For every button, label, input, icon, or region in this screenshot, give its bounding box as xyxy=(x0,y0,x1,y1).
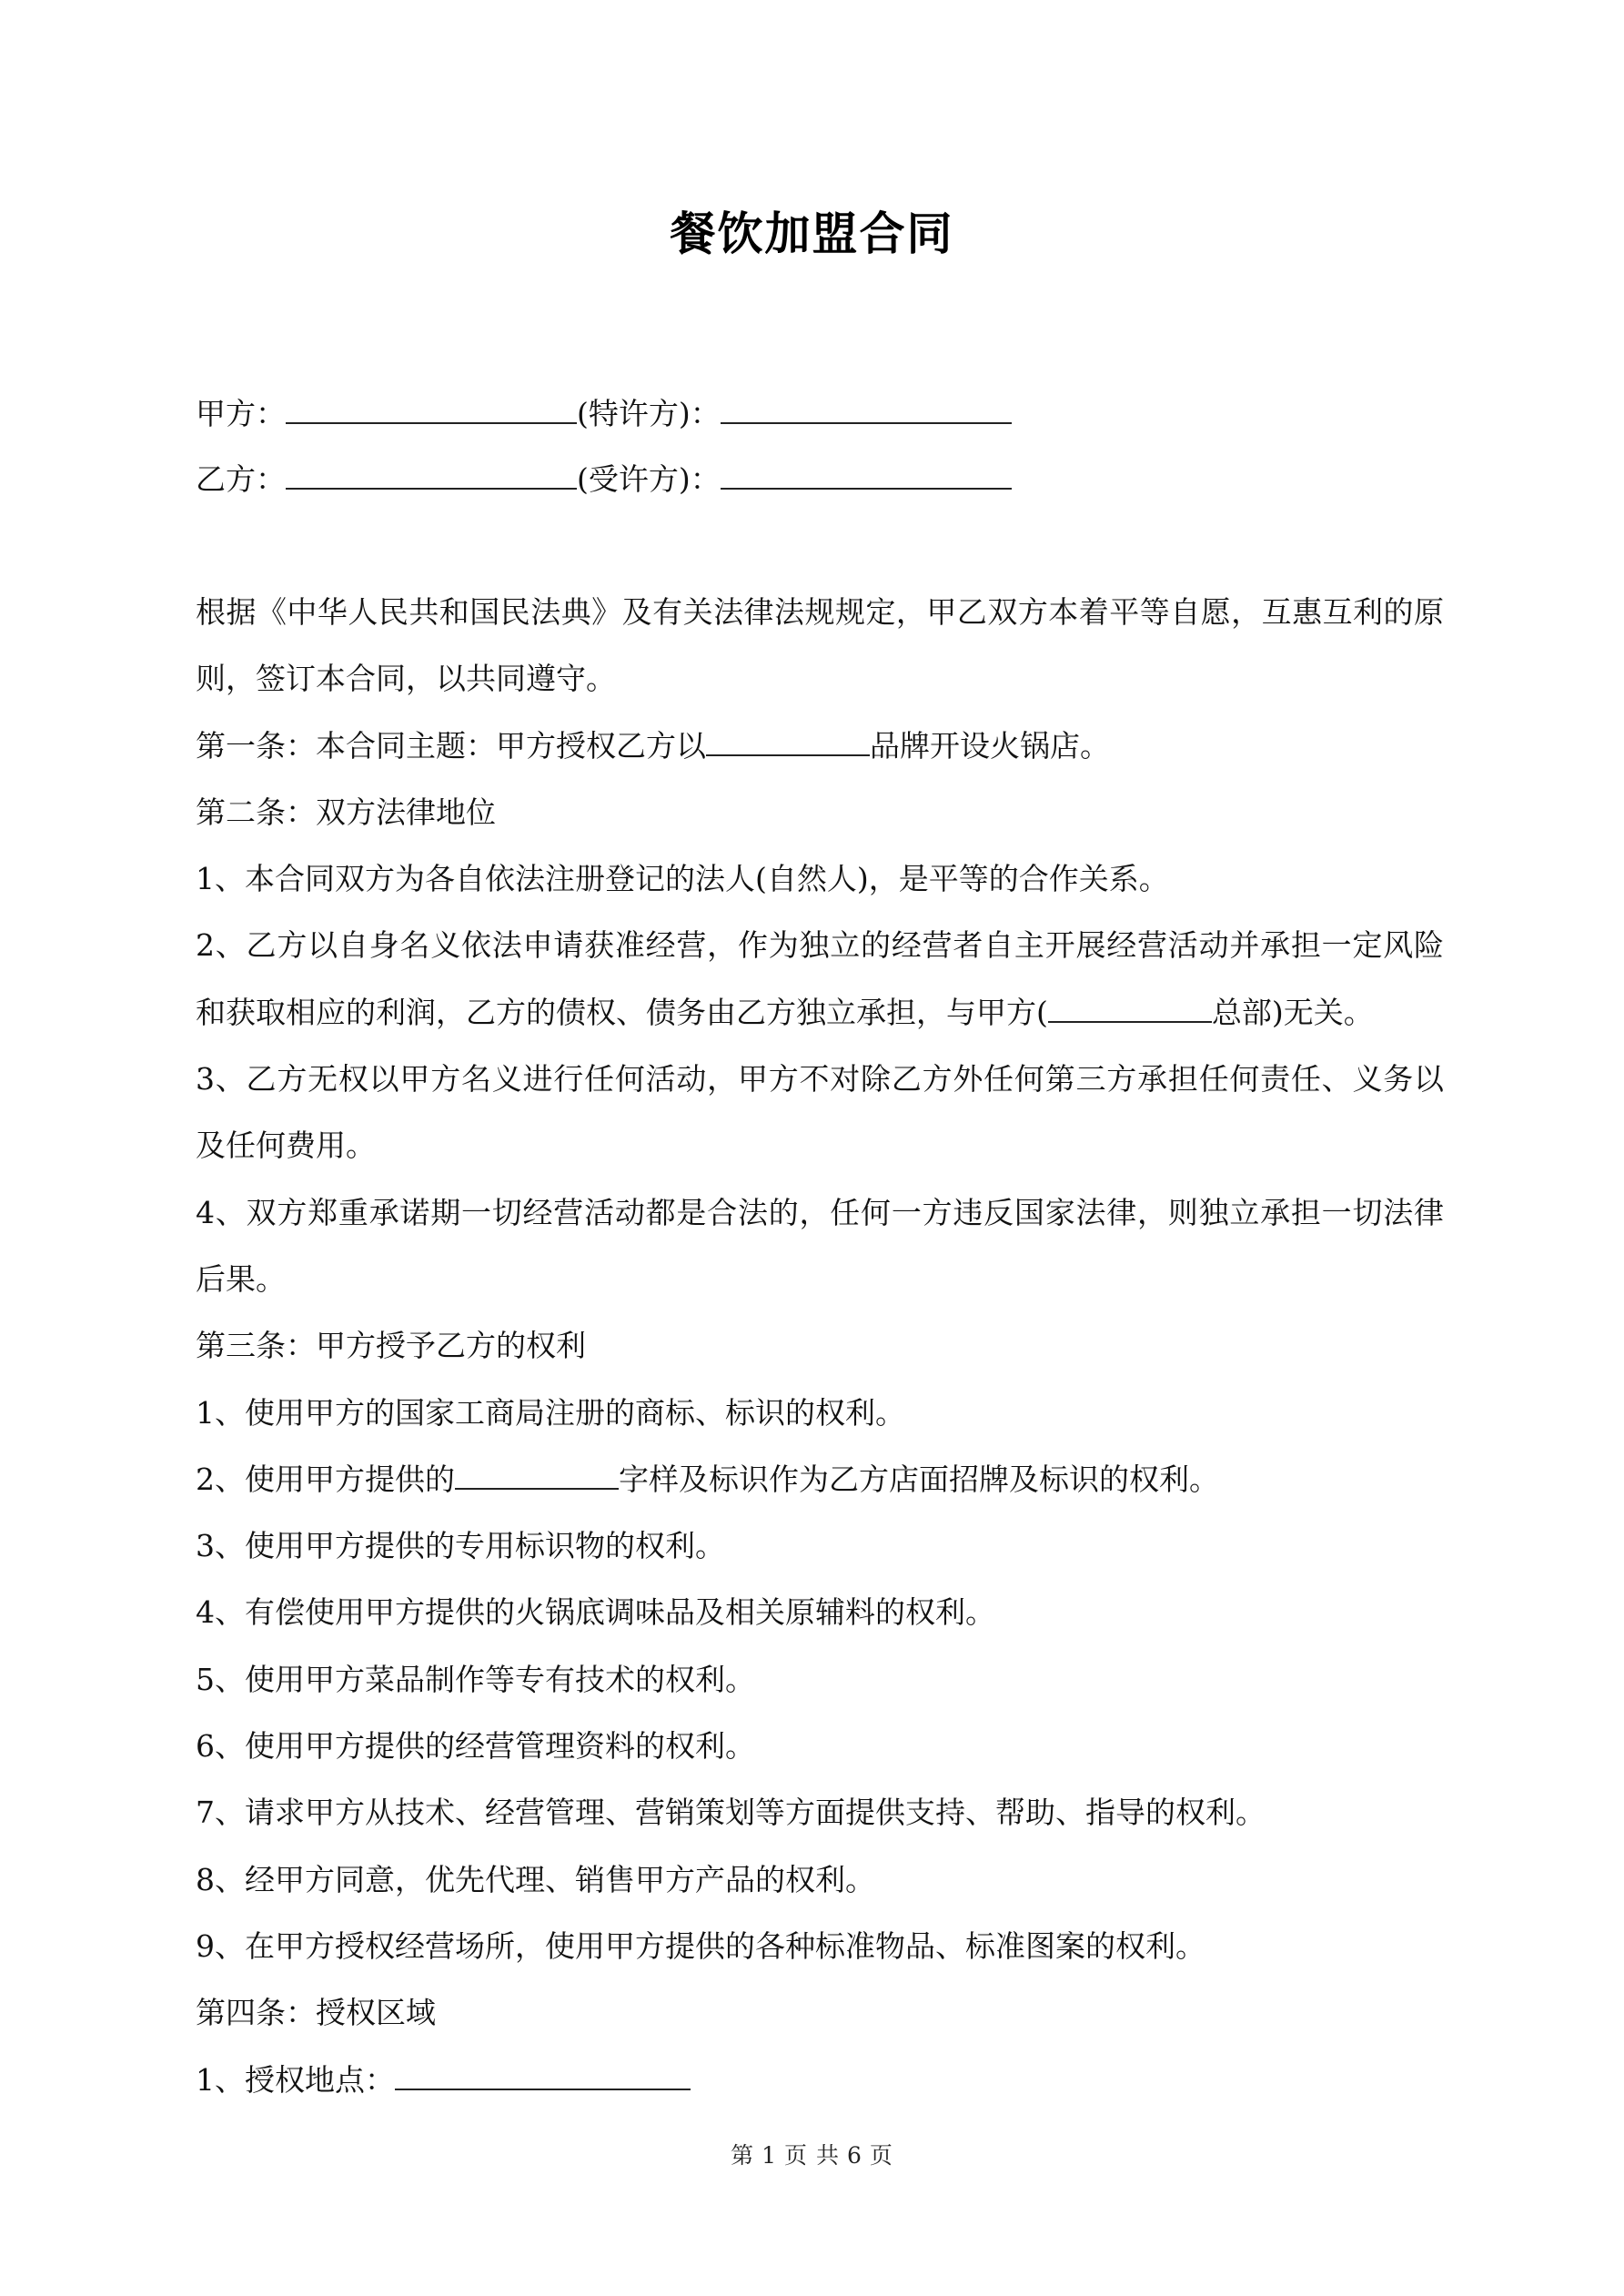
footer-prefix: 第 xyxy=(731,2142,755,2169)
article-3-item-3: 3、使用甲方提供的专用标识物的权利。 xyxy=(196,1528,725,1564)
footer-current-page: 1 xyxy=(762,2142,778,2169)
article-4-item-1 xyxy=(196,2047,1444,2113)
headquarters-name-blank xyxy=(1048,990,1212,1023)
article-3-item-6: 6、使用甲方提供的经营管理资料的权利。 xyxy=(196,1728,755,1765)
article-3-item-5: 5、使用甲方菜品制作等专有技术的权利。 xyxy=(196,1661,755,1697)
document-title: 餐饮加盟合同 xyxy=(670,207,954,260)
contract-body xyxy=(196,579,1444,2113)
article-2-heading: 第二条：双方法律地位 xyxy=(196,794,496,830)
article-3-item-8: 8、经甲方同意，优先代理、销售甲方产品的权利。 xyxy=(196,1861,875,1897)
article-3-item-4: 4、有偿使用甲方提供的火锅底调味品及相关原辅料的权利。 xyxy=(196,1594,995,1631)
footer-middle: 页 共 xyxy=(784,2142,840,2169)
party-a-role-blank xyxy=(721,391,1012,424)
article-4-item-1-label: 1、授权地点： xyxy=(196,2061,395,2098)
preamble: 根据《中华人民共和国民法典》及有关法律法规规定，甲乙双方本着平等自愿，互惠互利的原则，签订本合同，以共同遵守。 xyxy=(196,594,1444,697)
party-a-role: (特许方)： xyxy=(577,396,721,431)
party-b-role: (受许方)： xyxy=(577,461,721,497)
party-a-line xyxy=(196,391,1012,437)
article-4-heading: 第四条：授权区域 xyxy=(196,1995,436,2031)
article-3-item-1: 1、使用甲方的国家工商局注册的商标、标识的权利。 xyxy=(196,1394,905,1431)
footer-suffix: 页 xyxy=(869,2142,893,2169)
page-number-footer xyxy=(0,2138,1624,2174)
article-2-item-1: 1、本合同双方为各自依法注册登记的法人(自然人)，是平等的合作关系。 xyxy=(196,861,1169,897)
article-1 xyxy=(196,713,1444,779)
article-3-item-2-after: 字样及标识作为乙方店面招牌及标识的权利。 xyxy=(619,1461,1219,1497)
article-3-item-2-before: 2、使用甲方提供的 xyxy=(196,1461,455,1497)
article-1-text-after: 品牌开设火锅店。 xyxy=(870,727,1110,764)
article-2-item-4: 4、双方郑重承诺期一切经营活动都是合法的，任何一方违反国家法律，则独立承担一切法律后果。 xyxy=(196,1194,1444,1297)
article-2-item-2 xyxy=(196,912,1444,1046)
article-3-heading: 第三条：甲方授予乙方的权利 xyxy=(196,1328,586,1364)
article-2-item-2-after: 总部)无关。 xyxy=(1211,994,1374,1030)
party-b-role-blank xyxy=(721,457,1012,490)
party-b-name-blank xyxy=(286,457,577,490)
party-b-label: 乙方： xyxy=(196,461,286,497)
article-3-item-9: 9、在甲方授权经营场所，使用甲方提供的各种标准物品、标准图案的权利。 xyxy=(196,1927,1205,1964)
brand-name-blank xyxy=(706,723,870,756)
article-3-item-7: 7、请求甲方从技术、经营管理、营销策划等方面提供支持、帮助、指导的权利。 xyxy=(196,1795,1266,1831)
signage-name-blank xyxy=(455,1457,619,1490)
article-2-item-2-before: 2、乙方以自身名义依法申请获准经营，作为独立的经营者自主开展经营活动并承担一定风险和获取相应的利润，乙方的债权、债务由乙方独立承担，与甲方( xyxy=(196,927,1444,1030)
party-a-name-blank xyxy=(286,391,577,424)
footer-total-pages: 6 xyxy=(846,2142,862,2169)
party-b-line xyxy=(196,457,1012,502)
article-3-item-2 xyxy=(196,1446,1444,1512)
party-a-label: 甲方： xyxy=(196,396,286,431)
authorized-location-blank xyxy=(395,2058,691,2090)
article-1-text-before: 第一条：本合同主题：甲方授权乙方以 xyxy=(196,727,706,764)
article-2-item-3: 3、乙方无权以甲方名义进行任何活动，甲方不对除乙方外任何第三方承担任何责任、义务以及任何费用。 xyxy=(196,1061,1444,1164)
